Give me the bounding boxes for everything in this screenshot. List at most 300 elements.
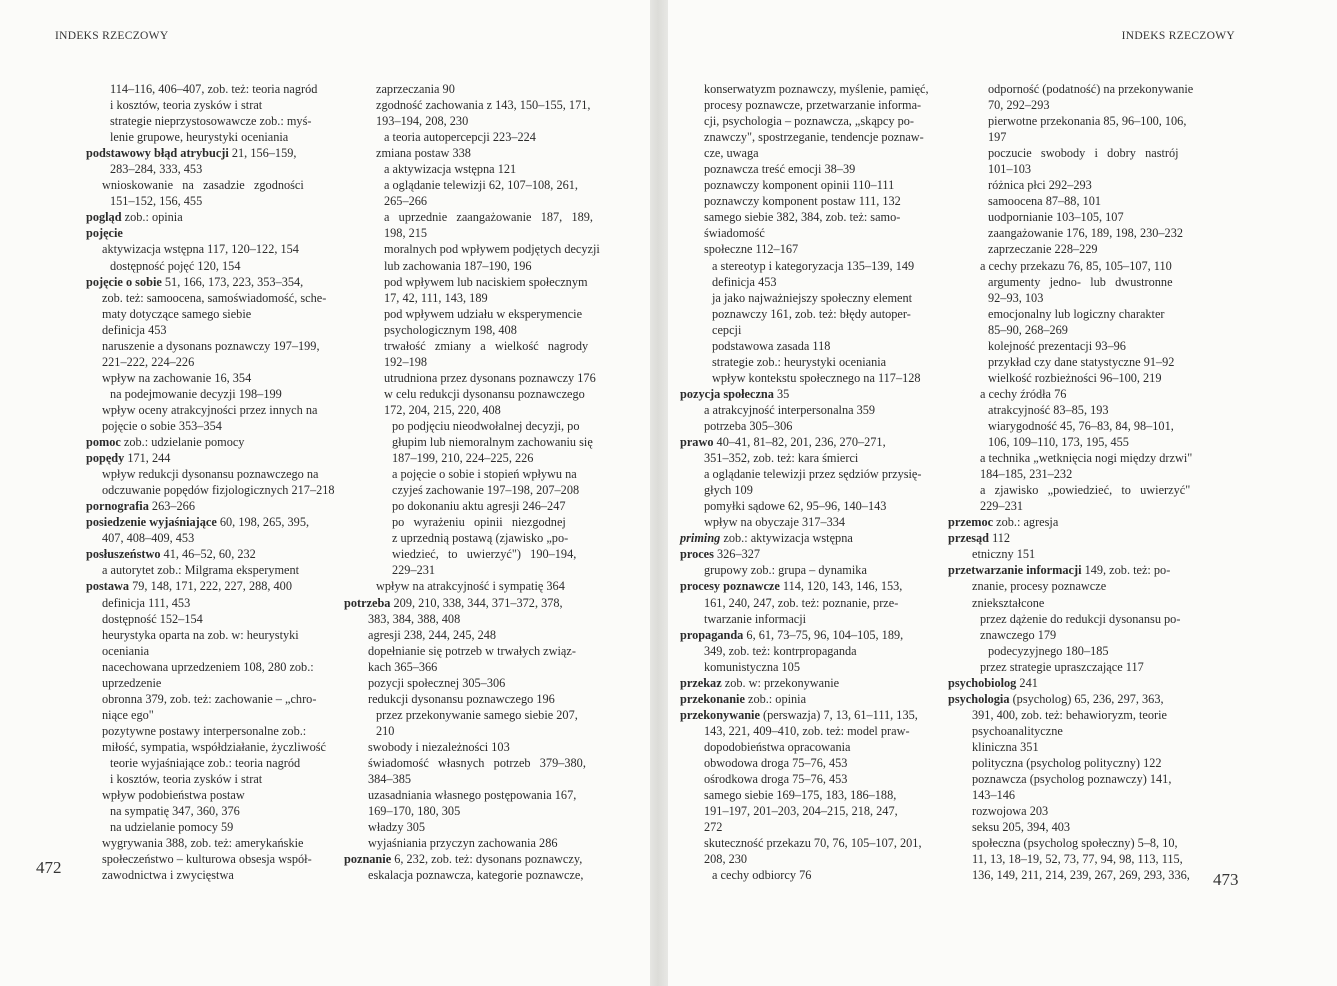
- index-text: cepcji: [712, 322, 742, 337]
- index-line: [86, 611, 348, 627]
- index-text: komunistyczna 105: [704, 659, 800, 674]
- index-text: a cechy źródła 76: [980, 386, 1067, 401]
- page-number-right: 473: [1213, 870, 1239, 889]
- index-line: [344, 514, 624, 530]
- index-text: kach 365–366: [368, 659, 438, 674]
- index-line: [680, 290, 948, 306]
- index-text: kliniczna 351: [972, 739, 1039, 754]
- index-line: [344, 611, 624, 627]
- index-line: [344, 145, 624, 161]
- index-line: [948, 482, 1220, 498]
- index-line: [344, 434, 624, 450]
- index-line: [86, 739, 348, 755]
- index-line: [680, 274, 948, 290]
- index-line: [680, 771, 948, 787]
- index-line: [680, 819, 948, 835]
- index-line: [344, 546, 624, 562]
- index-text: 229–231: [980, 499, 1024, 514]
- index-line: [948, 386, 1220, 402]
- index-line: [86, 193, 348, 209]
- index-line: [86, 546, 348, 562]
- index-line: [680, 418, 948, 434]
- index-line: [344, 450, 624, 466]
- index-text: i kosztów, teoria zysków i strat: [110, 772, 263, 787]
- index-text: wnioskowanie na zasadzie zgodności: [102, 178, 304, 193]
- index-text: samego siebie 382, 384, zob. też: samo-: [704, 210, 901, 225]
- index-line: [86, 113, 348, 129]
- index-line: [86, 322, 348, 338]
- index-text: poznawczy komponent opinii 110–111: [704, 178, 895, 193]
- index-text: cze, uwaga: [704, 146, 759, 161]
- index-line: [948, 402, 1220, 418]
- index-text: 35: [773, 386, 790, 401]
- index-line: [680, 338, 948, 354]
- index-line: [948, 322, 1220, 338]
- index-text: 172, 204, 215, 220, 408: [384, 402, 501, 417]
- index-text: 114–116, 406–407, zob. też: teoria nagród: [110, 82, 318, 96]
- index-line: [680, 225, 948, 241]
- index-text: wpływ redukcji dysonansu poznawczego na: [102, 467, 319, 482]
- index-text: 106, 109–110, 173, 195, 455: [988, 435, 1129, 450]
- index-line: [948, 129, 1220, 145]
- index-text: zob.: udzielanie pomocy: [120, 435, 245, 450]
- index-text: obwodowa droga 75–76, 453: [704, 755, 848, 770]
- running-head-left: INDEKS RZECZOWY: [55, 30, 169, 42]
- index-line: [680, 113, 948, 129]
- index-text: samoocena 87–88, 101: [988, 194, 1102, 209]
- index-text: 384–385: [368, 772, 412, 787]
- index-line: [86, 225, 348, 241]
- index-line: [86, 209, 348, 225]
- index-text: zob. w: przekonywanie: [721, 675, 840, 690]
- index-line: [680, 867, 948, 883]
- index-line: [680, 209, 948, 225]
- index-line: [344, 290, 624, 306]
- index-line: [680, 562, 948, 578]
- index-text: a oglądanie telewizji przez sędziów przysię-: [704, 467, 922, 482]
- index-text: poznawczy 161, zob. też: błędy autoper-: [712, 306, 911, 321]
- index-line: [948, 627, 1220, 643]
- index-text: dopodobieństwa opracowania: [704, 739, 851, 754]
- index-line: [86, 578, 348, 594]
- index-text: a oglądanie telewizji 62, 107–108, 261,: [384, 178, 578, 193]
- index-line: [86, 97, 348, 113]
- index-text: wpływ oceny atrakcyjności przez innych na: [102, 402, 318, 417]
- index-line: [344, 338, 624, 354]
- index-line: [948, 241, 1220, 257]
- index-text: zaangażowanie 176, 189, 198, 230–232: [988, 226, 1183, 241]
- left-page: [0, 0, 650, 986]
- index-line: [680, 482, 948, 498]
- index-line: [948, 258, 1220, 274]
- index-text: zob.: opinia: [744, 691, 807, 706]
- index-line: [86, 851, 348, 867]
- index-line: [680, 546, 948, 562]
- index-headword: postawa: [86, 579, 130, 594]
- index-text: wygrywania 388, zob. też: amerykańskie: [102, 836, 304, 851]
- index-text: a cechy przekazu 76, 85, 105–107, 110: [980, 258, 1172, 273]
- index-line: [86, 402, 348, 418]
- index-line: [344, 803, 624, 819]
- index-text: procesy poznawcze, przetwarzanie informa-: [704, 98, 922, 113]
- index-text: podecyzyjnego 180–185: [988, 643, 1109, 658]
- index-text: wpływ kontekstu społecznego na 117–128: [712, 370, 921, 385]
- running-head-right: INDEKS RZECZOWY: [1121, 30, 1235, 42]
- index-line: [948, 723, 1220, 739]
- index-text: 208, 230: [704, 852, 748, 867]
- index-line: [680, 627, 948, 643]
- index-line: [344, 466, 624, 482]
- index-text: ośrodkowa droga 75–76, 453: [704, 772, 848, 787]
- index-text: 143–146: [972, 788, 1016, 803]
- index-line: [948, 787, 1220, 803]
- index-text: 283–284, 333, 453: [110, 162, 203, 177]
- index-headword: przekonanie: [680, 691, 745, 706]
- index-text: na sympatię 347, 360, 376: [110, 804, 240, 819]
- index-text: argumenty jedno- lub dwustronne: [988, 274, 1173, 289]
- index-line: [86, 514, 348, 530]
- page-number-left: 472: [36, 858, 62, 877]
- index-line: [344, 851, 624, 867]
- index-text: 184–185, 231–232: [980, 467, 1073, 482]
- index-text: podstawowa zasada 118: [712, 338, 831, 353]
- index-line: [344, 129, 624, 145]
- index-line: [680, 129, 948, 145]
- index-text: wiedzieć, to uwierzyć") 190–194,: [392, 547, 577, 562]
- index-headword: psychologia: [948, 691, 1010, 706]
- index-line: [948, 867, 1220, 883]
- index-line: [86, 177, 348, 193]
- index-text: wpływ na zachowanie 16, 354: [102, 370, 252, 385]
- index-text: różnica płci 292–293: [988, 178, 1092, 193]
- index-line: [86, 418, 348, 434]
- index-line: [344, 787, 624, 803]
- index-text: 171, 244: [124, 451, 171, 466]
- index-line: [86, 241, 348, 257]
- index-headword: pogląd: [86, 210, 122, 225]
- index-text: samego siebie 169–175, 183, 186–188,: [704, 788, 897, 803]
- index-text: maty dotyczące samego siebie: [102, 306, 252, 321]
- index-text: zniekształcone: [972, 595, 1045, 610]
- index-line: [680, 691, 948, 707]
- index-line: [948, 578, 1220, 594]
- index-text: po podjęciu nieodwołalnej decyzji, po: [392, 418, 580, 433]
- index-line: [344, 370, 624, 386]
- index-line: [680, 723, 948, 739]
- index-line: [344, 354, 624, 370]
- index-line: [948, 643, 1220, 659]
- index-text: zgodność zachowania z 143, 150–155, 171,: [376, 98, 591, 113]
- index-line: [86, 274, 348, 290]
- index-text: wpływ na atrakcyjność i sympatię 364: [376, 579, 565, 594]
- index-column-4: [948, 81, 1220, 883]
- index-text: poznawcza treść emocji 38–39: [704, 162, 856, 177]
- index-text: moralnych pod wpływem podjętych decyzji: [384, 242, 600, 257]
- index-line: [948, 819, 1220, 835]
- index-line: [344, 209, 624, 225]
- index-text: a technika „wetknięcia nogi między drzwi": [980, 451, 1193, 466]
- index-text: świadomość: [704, 226, 765, 241]
- index-line: [344, 578, 624, 594]
- index-line: [680, 851, 948, 867]
- index-text: psychologicznym 198, 408: [384, 322, 517, 337]
- index-text: 79, 148, 171, 222, 227, 288, 400: [129, 579, 292, 594]
- index-text: eskalacja poznawcza, kategorie poznawcze,: [368, 868, 584, 883]
- index-text: naruszenie a dysonans poznawczy 197–199,: [102, 338, 320, 353]
- index-text: zob. też: samoocena, samoświadomość, sche-: [102, 290, 327, 305]
- index-text: po dokonaniu aktu agresji 246–247: [392, 499, 566, 514]
- index-line: [680, 177, 948, 193]
- index-headword: propaganda: [680, 627, 744, 642]
- index-text: 51, 166, 173, 223, 353–354,: [161, 274, 304, 289]
- index-line: [86, 867, 348, 883]
- index-line: [86, 386, 348, 402]
- index-text: definicja 111, 453: [102, 595, 191, 610]
- index-line: [86, 707, 348, 723]
- index-text: redukcji dysonansu poznawczego 196: [368, 691, 555, 706]
- index-line: [680, 530, 948, 546]
- index-headword: priming: [680, 531, 721, 546]
- index-line: [344, 627, 624, 643]
- index-line: [948, 675, 1220, 691]
- index-line: [948, 225, 1220, 241]
- index-text: a teoria autopercepcji 223–224: [384, 130, 536, 145]
- index-text: pozycji społecznej 305–306: [368, 675, 506, 690]
- index-text: uprzedzenie: [102, 675, 162, 690]
- index-line: [344, 562, 624, 578]
- index-text: głych 109: [704, 483, 753, 498]
- index-text: dopełnianie się potrzeb w trwałych związ-: [368, 643, 576, 658]
- index-text: dostępność pojęć 120, 154: [110, 258, 241, 273]
- index-text: kolejność prezentacji 93–96: [988, 338, 1126, 353]
- index-text: 391, 400, zob. też: behawioryzm, teorie: [972, 707, 1167, 722]
- index-line: [948, 354, 1220, 370]
- index-text: 114, 120, 143, 146, 153,: [779, 579, 903, 594]
- index-text: oceniania: [102, 643, 150, 658]
- index-line: [948, 755, 1220, 771]
- index-text: przez strategie upraszczające 117: [980, 659, 1144, 674]
- index-text: lub zachowania 187–190, 196: [384, 258, 532, 273]
- index-line: [344, 755, 624, 771]
- index-text: 191–197, 201–203, 204–215, 218, 247,: [704, 804, 898, 819]
- index-text: wielkość rozbieżności 96–100, 219: [988, 370, 1162, 385]
- index-column-3: [680, 81, 948, 883]
- index-text: 351–352, zob. też: kara śmierci: [704, 451, 859, 466]
- index-line: [948, 595, 1220, 611]
- index-line: [680, 161, 948, 177]
- index-line: [948, 161, 1220, 177]
- index-headword: popędy: [86, 451, 125, 466]
- index-text: zob.: agresja: [993, 515, 1059, 530]
- index-line: [86, 306, 348, 322]
- index-line: [948, 290, 1220, 306]
- index-line: [948, 209, 1220, 225]
- index-line: [680, 241, 948, 257]
- index-text: głupim lub niemoralnym zachowaniu się: [392, 435, 593, 450]
- index-text: władzy 305: [368, 820, 426, 835]
- index-line: [680, 595, 948, 611]
- index-text: uodpornianie 103–105, 107: [988, 210, 1124, 225]
- index-text: 21, 156–159,: [228, 146, 297, 161]
- index-text: poznawcza (psycholog poznawczy) 141,: [972, 772, 1172, 787]
- index-line: [680, 402, 948, 418]
- index-line: [948, 659, 1220, 675]
- index-text: pierwotne przekonania 85, 96–100, 106,: [988, 114, 1187, 129]
- index-line: [86, 530, 348, 546]
- index-line: [948, 450, 1220, 466]
- index-headword: pomoc: [86, 435, 121, 450]
- index-text: 209, 210, 338, 344, 371–372, 378,: [390, 595, 563, 610]
- index-text: w celu redukcji dysonansu poznawczego: [384, 386, 585, 401]
- index-text: 6, 61, 73–75, 96, 104–105, 189,: [743, 627, 904, 642]
- index-text: pod wpływem lub naciskiem społecznym: [384, 274, 588, 289]
- index-line: [86, 675, 348, 691]
- index-text: ja jako najważniejszy społeczny element: [712, 290, 913, 305]
- index-line: [344, 691, 624, 707]
- index-headword: psychobiolog: [948, 675, 1017, 690]
- index-text: 70, 292–293: [988, 98, 1050, 113]
- index-line: [344, 867, 624, 883]
- index-line: [948, 739, 1220, 755]
- index-line: [86, 755, 348, 771]
- index-line: [948, 274, 1220, 290]
- index-line: [344, 225, 624, 241]
- index-text: 265–266: [384, 194, 428, 209]
- index-line: [680, 466, 948, 482]
- index-text: skuteczność przekazu 70, 76, 105–107, 201,: [704, 836, 922, 851]
- index-text: przykład czy dane statystyczne 91–92: [988, 354, 1175, 369]
- index-line: [86, 835, 348, 851]
- index-headword: proces: [680, 547, 714, 562]
- index-line: [948, 851, 1220, 867]
- index-line: [86, 81, 348, 97]
- index-text: seksu 205, 394, 403: [972, 820, 1071, 835]
- index-text: 241: [1016, 675, 1038, 690]
- index-line: [86, 803, 348, 819]
- index-line: [344, 177, 624, 193]
- index-line: [948, 835, 1220, 851]
- index-text: (perswazja) 7, 13, 61–111, 135,: [759, 707, 918, 722]
- index-line: [344, 402, 624, 418]
- index-line: [86, 562, 348, 578]
- index-text: zaprzeczania 90: [376, 82, 455, 96]
- index-headword: posiedzenie wyjaśniające: [86, 515, 217, 530]
- index-line: [680, 450, 948, 466]
- index-text: uzasadniania własnego postępowania 167,: [368, 788, 577, 803]
- index-line: [680, 97, 948, 113]
- index-text: 210: [376, 723, 395, 738]
- index-line: [344, 306, 624, 322]
- index-text: psychoanalityczne: [972, 723, 1063, 738]
- index-line: [86, 290, 348, 306]
- index-text: 272: [704, 820, 723, 835]
- index-text: 11, 13, 18–19, 52, 73, 77, 94, 98, 113, 115,: [972, 852, 1183, 867]
- index-line: [86, 787, 348, 803]
- index-line: [344, 675, 624, 691]
- index-text: i kosztów, teoria zysków i strat: [110, 98, 263, 113]
- index-line: [344, 482, 624, 498]
- index-text: 101–103: [988, 162, 1032, 177]
- index-text: poczucie swobody i dobry nastrój: [988, 146, 1179, 161]
- index-text: 149, zob. też: po-: [1081, 563, 1171, 578]
- index-line: [680, 322, 948, 338]
- index-text: niące ego": [102, 707, 154, 722]
- index-line: [948, 530, 1220, 546]
- index-line: [948, 145, 1220, 161]
- index-text: wiarygodność 45, 76–83, 84, 98–101,: [988, 418, 1174, 433]
- index-text: 85–90, 268–269: [988, 322, 1068, 337]
- index-line: [948, 434, 1220, 450]
- index-text: potrzeba 305–306: [704, 418, 793, 433]
- index-headword: prawo: [680, 435, 714, 450]
- index-text: na udzielanie pomocy 59: [110, 820, 234, 835]
- index-line: [344, 659, 624, 675]
- index-text: a atrakcyjność interpersonalna 359: [704, 402, 876, 417]
- index-column-1: [86, 81, 348, 883]
- index-text: 169–170, 180, 305: [368, 804, 461, 819]
- index-text: wpływ na obyczaje 317–334: [704, 515, 846, 530]
- index-line: [344, 819, 624, 835]
- index-line: [680, 370, 948, 386]
- index-text: znawczego 179: [980, 627, 1057, 642]
- index-line: [680, 354, 948, 370]
- index-text: czyjeś zachowanie 197–198, 207–208: [392, 483, 580, 498]
- index-text: 326–327: [713, 547, 761, 562]
- index-line: [680, 611, 948, 627]
- index-line: [86, 691, 348, 707]
- index-line: [680, 434, 948, 450]
- index-line: [344, 707, 624, 723]
- index-line: [948, 306, 1220, 322]
- index-text: 197: [988, 130, 1007, 145]
- index-line: [948, 691, 1220, 707]
- index-line: [344, 193, 624, 209]
- index-line: [86, 258, 348, 274]
- index-line: [680, 578, 948, 594]
- index-line: [680, 498, 948, 514]
- index-text: społeczeństwo – kulturowa obsesja współ-: [102, 852, 312, 867]
- index-text: emocjonalny lub logiczny charakter: [988, 306, 1165, 321]
- index-text: (psycholog) 65, 236, 297, 363,: [1009, 691, 1164, 706]
- index-line: [948, 562, 1220, 578]
- index-text: strategie nieprzystosowawcze zob.: myś-: [110, 114, 312, 129]
- index-line: [948, 81, 1220, 97]
- index-line: [948, 771, 1220, 787]
- index-text: 229–231: [392, 563, 436, 578]
- index-line: [948, 338, 1220, 354]
- index-text: zob.: opinia: [121, 210, 183, 225]
- index-text: polityczna (psycholog polityczny) 122: [972, 755, 1162, 770]
- index-line: [680, 675, 948, 691]
- index-text: a pojęcie o sobie i stopień wpływu na: [392, 467, 577, 482]
- index-text: utrudniona przez dysonans poznawczy 176: [384, 370, 596, 385]
- index-line: [86, 161, 348, 177]
- index-line: [680, 306, 948, 322]
- index-line: [948, 177, 1220, 193]
- index-line: [344, 274, 624, 290]
- index-text: 263–266: [148, 499, 195, 514]
- index-text: 193–194, 208, 230: [376, 114, 469, 129]
- index-line: [344, 418, 624, 434]
- index-line: [680, 193, 948, 209]
- index-text: wyjaśniania przyczyn zachowania 286: [368, 836, 558, 851]
- index-line: [948, 611, 1220, 627]
- index-line: [344, 723, 624, 739]
- index-text: 187–199, 210, 224–225, 226: [392, 451, 534, 466]
- index-text: zob.: aktywizacja wstępna: [720, 531, 853, 546]
- index-text: nacechowana uprzedzeniem 108, 280 zob.:: [102, 659, 314, 674]
- index-line: [948, 466, 1220, 482]
